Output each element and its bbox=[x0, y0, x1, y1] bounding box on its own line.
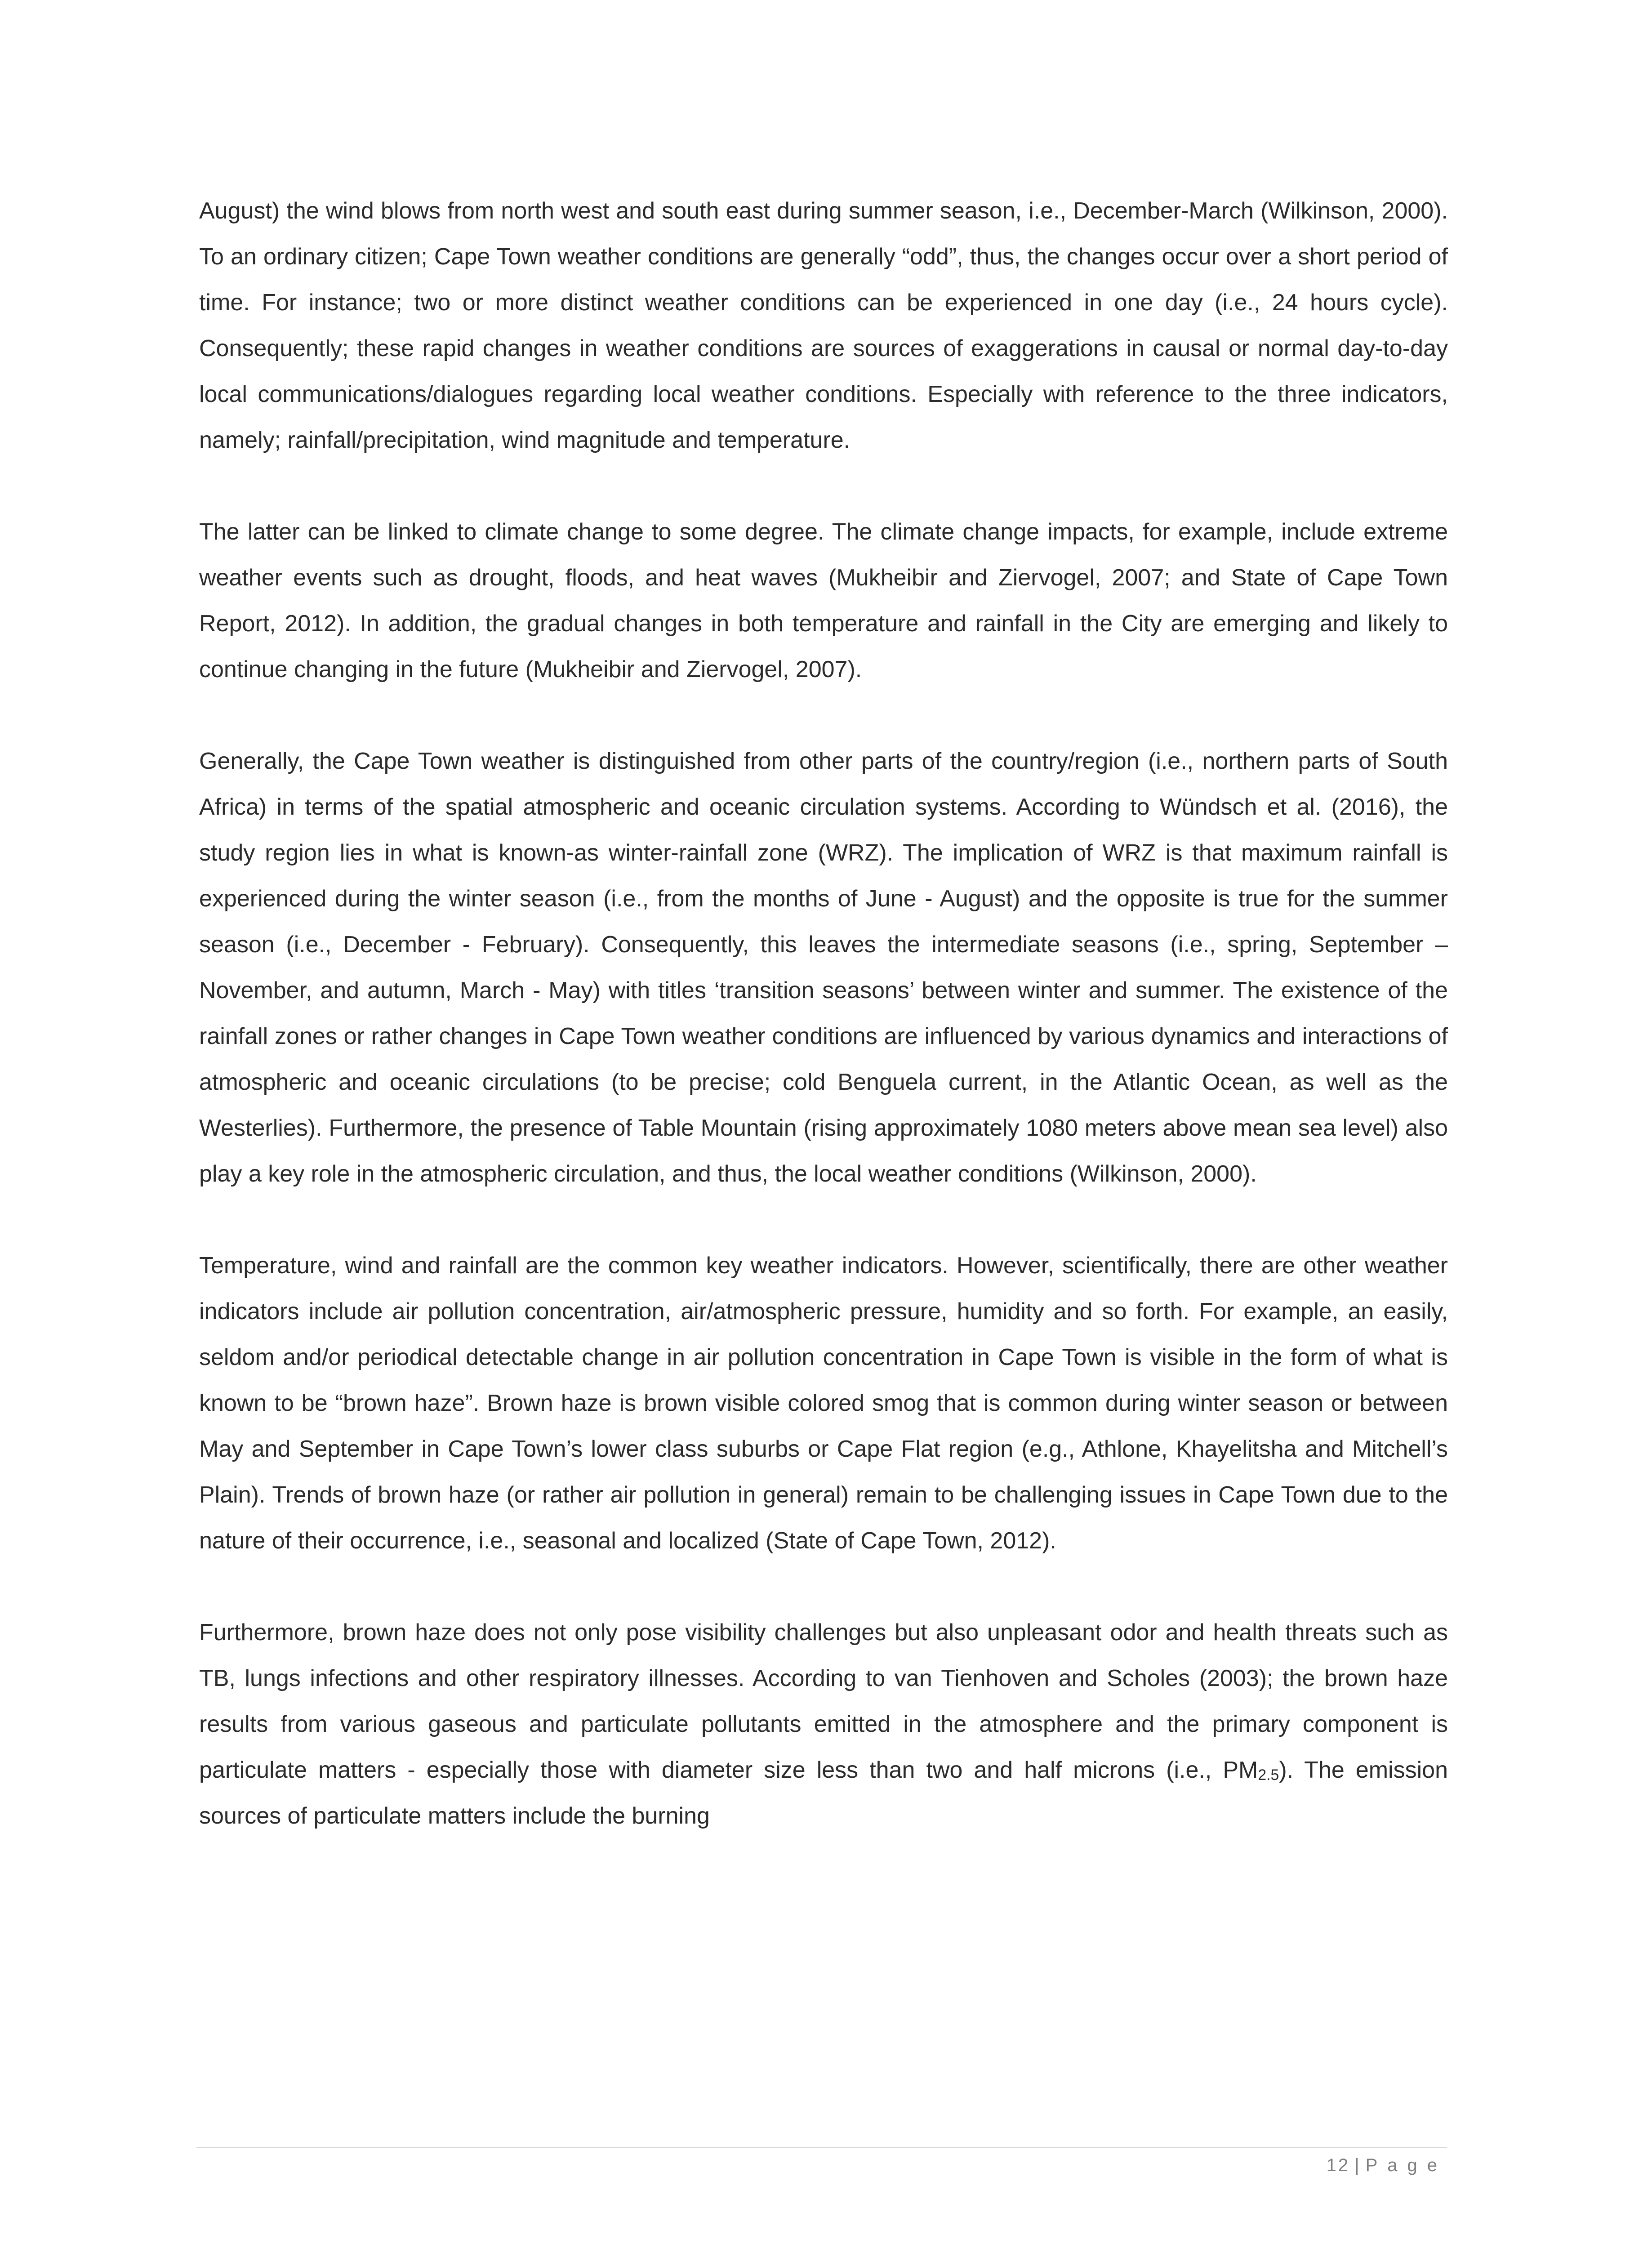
paragraph-1: August) the wind blows from north west and south east during summer season, i.e., December-March (Wilkinson, 2000). To an ordinary citizen; Cape Town weather conditions are generally “odd”, thus, the changes occur over a short period of time. For instance; two or more distinct weather conditions can be experienced in one day (i.e., 24 hours cycle). Consequently; these rapid changes in weather conditions are sources of exaggerations in causal or normal day-to-day local communications/dialogues regarding local weather conditions. Especially with reference to the three indicators, namely; rainfall/precipitation, wind magnitude and temperature. bbox=[199, 198, 1448, 453]
paragraph-3: Generally, the Cape Town weather is distinguished from other parts of the country/region (i.e., northern parts of South Africa) in terms of the spatial atmospheric and oceanic circulation systems. According to Wündsch et al. (2016), the study region lies in what is known-as winter-rainfall zone (WRZ). The implication of WRZ is that maximum rainfall is experienced during the winter season (i.e., from the months of June - August) and the opposite is true for the summer season (i.e., December - February). Consequently, this leaves the intermediate seasons (i.e., spring, September – November, and autumn, March - May) with titles ‘transition seasons’ between winter and summer. The existence of the rainfall zones or rather changes in Cape Town weather conditions are influenced by various dynamics and interactions of atmospheric and oceanic circulations (to be precise; cold Benguela current, in the Atlantic Ocean, as well as the Westerlies). Furthermore, the presence of Table Mountain (rising approximately 1080 meters above mean sea level) also play a key role in the atmospheric circulation, and thus, the local weather conditions (Wilkinson, 2000). bbox=[199, 748, 1448, 1187]
paragraph-2: The latter can be linked to climate change to some degree. The climate change impacts, for example, include extreme weather events such as drought, floods, and heat waves (Mukheibir and Ziervogel, 2007; and State of Cape Town Report, 2012). In addition, the gradual changes in both temperature and rainfall in the City are emerging and likely to continue changing in the future (Mukheibir and Ziervogel, 2007). bbox=[199, 519, 1448, 682]
body-text bbox=[199, 188, 1448, 1839]
footer-separator: | bbox=[1354, 2155, 1361, 2175]
paragraph-5-text-after: ). The emission sources of particulate matters include the burning bbox=[199, 1757, 1448, 1829]
paragraph-5-text-before: Furthermore, brown haze does not only pose visibility challenges but also unpleasant odor and health threats such as TB, lungs infections and other respiratory illnesses. According to van Tienhoven and Scholes (2003); the brown haze results from various gaseous and particulate pollutants emitted in the atmosphere and the primary component is particulate matters - especially those with diameter size less than two and half microns (i.e., PM bbox=[199, 1619, 1448, 1783]
pm-subscript: 2.5 bbox=[1258, 1766, 1279, 1784]
page-footer bbox=[1327, 2152, 1447, 2179]
paragraph-5 bbox=[199, 1610, 1448, 1839]
page-number: 12 bbox=[1326, 2155, 1350, 2175]
paragraph-4: Temperature, wind and rainfall are the common key weather indicators. However, scientifically, there are other weather indicators include air pollution concentration, air/atmospheric pressure, humidity and so forth. For example, an easily, seldom and/or periodical detectable change in air pollution concentration in Cape Town is visible in the form of what is known to be “brown haze”. Brown haze is brown visible colored smog that is common during winter season or between May and September in Cape Town’s lower class suburbs or Cape Flat region (e.g., Athlone, Khayelitsha and Mitchell’s Plain). Trends of brown haze (or rather air pollution in general) remain to be challenging issues in Cape Town due to the nature of their occurrence, i.e., seasonal and localized (State of Cape Town, 2012). bbox=[199, 1253, 1448, 1554]
footer-divider bbox=[196, 2147, 1447, 2148]
page-label: Page bbox=[1365, 2155, 1447, 2175]
